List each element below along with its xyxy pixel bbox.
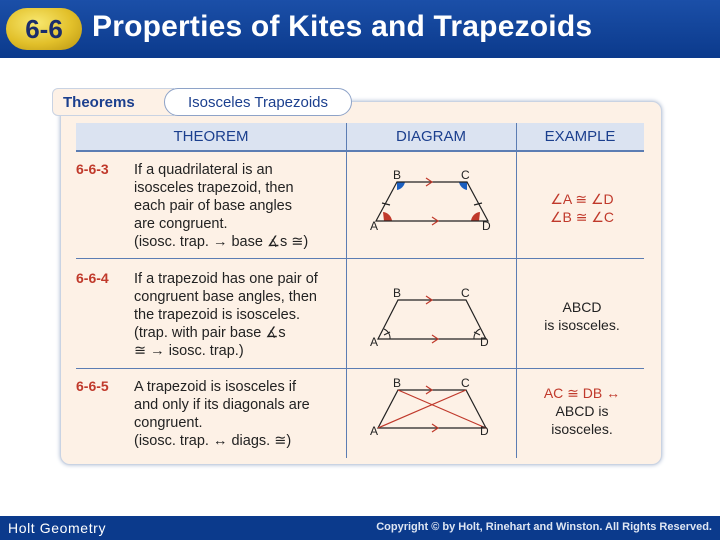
theorem-text: If a quadrilateral is an isosceles trapezoid, then each pair of base angles are congruent. (isosc. trap. → base ∡s ≅): [134, 162, 309, 250]
footer-copyright: Copyright © by Holt, Rinehart and Winston. All Rights Reserved.: [376, 521, 712, 533]
vertex-label-a: A: [370, 219, 379, 233]
theorem-text: If a trapezoid has one pair of congruent base angles, then the trapezoid is isosceles. (trap. with pair base ∡s ≅ → isosc. trap.): [134, 271, 318, 359]
column-header-theorem: THEOREM: [173, 128, 249, 145]
row-divider: [76, 258, 644, 259]
title-bar: [0, 0, 720, 58]
isosceles-trapezoids-tab: Isosceles Trapezoids: [164, 88, 352, 116]
vertex-label-c: C: [461, 168, 470, 182]
lesson-badge: 6-6: [6, 8, 82, 50]
column-divider: [346, 123, 347, 458]
theorem-number: 6-6-4: [76, 270, 109, 286]
trapezoid-diagram-base-angles: [370, 285, 498, 355]
vertex-label-d: D: [480, 335, 489, 349]
vertex-label-d: D: [480, 424, 489, 438]
theorems-tab: Theorems: [52, 88, 174, 116]
trapezoid-diagram-diagonals: [370, 378, 498, 438]
vertex-label-c: C: [461, 286, 470, 300]
vertex-label-a: A: [370, 335, 379, 349]
vertex-label-b: B: [393, 376, 402, 390]
vertex-label-b: B: [393, 286, 402, 300]
footer-bar: [0, 516, 720, 540]
theorem-number: 6-6-3: [76, 161, 109, 177]
column-header-example: EXAMPLE: [544, 128, 616, 145]
row-divider: [76, 368, 644, 369]
theorem-number: 6-6-5: [76, 378, 109, 394]
example-text: ABCD is isosceles.: [544, 299, 620, 333]
table-header: [76, 123, 644, 152]
vertex-label-c: C: [461, 376, 470, 390]
trapezoid-diagram-angles: [370, 165, 498, 235]
example-text: AC ≅ DB ↔ ABCD is isosceles.: [543, 385, 621, 437]
column-divider: [516, 123, 517, 458]
page-title: Properties of Kites and Trapezoids: [92, 10, 593, 43]
column-header-diagram: DIAGRAM: [395, 128, 466, 145]
vertex-label-d: D: [482, 219, 491, 233]
example-text: ∠A ≅ ∠D ∠B ≅ ∠C: [549, 191, 615, 225]
vertex-label-a: A: [370, 424, 379, 438]
theorem-text: A trapezoid is isosceles if and only if its diagonals are congruent. (isosc. trap. ↔ diags. ≅): [134, 379, 310, 449]
vertex-label-b: B: [393, 168, 402, 182]
footer-course: Holt Geometry: [8, 520, 107, 536]
